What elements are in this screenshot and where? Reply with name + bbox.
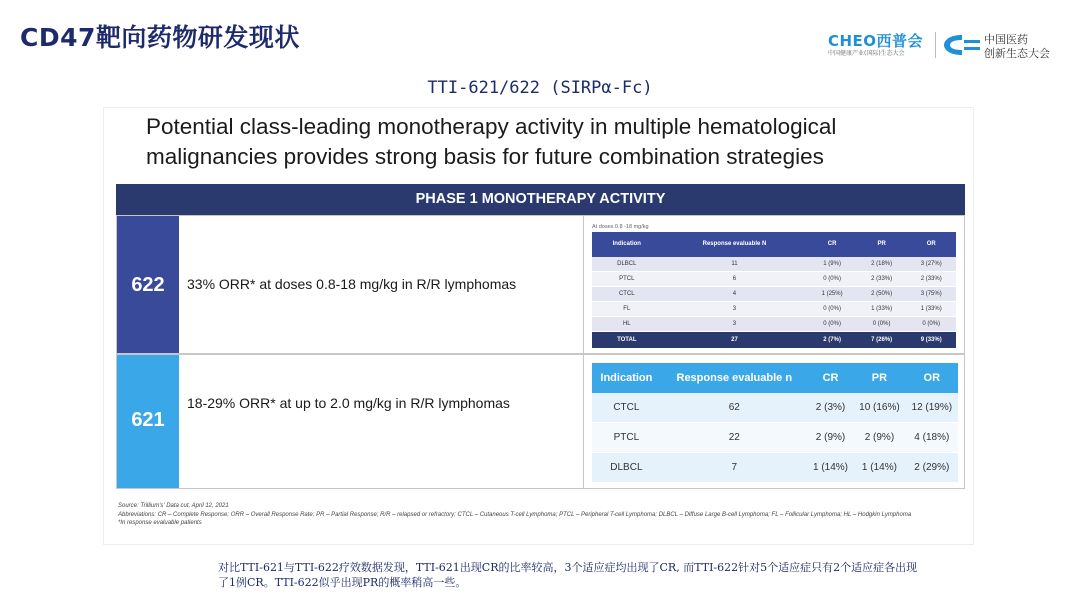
table-cell: 2 (50%) xyxy=(857,287,907,302)
id-622-block xyxy=(117,216,179,353)
table-cell: 1 (9%) xyxy=(807,257,857,272)
table-621-header: CR xyxy=(808,363,854,393)
table-row xyxy=(592,423,958,453)
id-621-label: 621 xyxy=(131,409,165,431)
table-cell: 1 (25%) xyxy=(807,287,857,302)
table-cell: 0 (0%) xyxy=(857,317,907,332)
table-621-header: OR xyxy=(906,363,958,393)
table-621-header: Indication xyxy=(592,363,661,393)
slide-subtitle: TTI-621/622 (SIRPα-Fc) xyxy=(427,78,653,98)
id-622-label: 622 xyxy=(131,274,165,296)
table-cell: 0 (0%) xyxy=(906,317,956,332)
table-cell: 2 (3%) xyxy=(808,393,854,423)
table-cell: 2 (7%) xyxy=(807,332,857,349)
table-cell: 11 xyxy=(662,257,808,272)
table-621 xyxy=(592,363,958,483)
logo-area xyxy=(828,30,1058,62)
table-cell: 0 (0%) xyxy=(807,317,857,332)
table-622-header: Indication xyxy=(592,232,662,257)
table-cell: 2 (29%) xyxy=(906,453,958,483)
row-622-description: 33% ORR* at doses 0.8-18 mg/kg in R/R lymphomas xyxy=(187,276,517,292)
table-cell: 0 (0%) xyxy=(807,302,857,317)
table-cell: 2 (33%) xyxy=(857,272,907,287)
table-cell: PTCL xyxy=(592,423,661,453)
table-cell: TOTAL xyxy=(592,332,662,349)
table-row xyxy=(592,302,956,317)
table-cell: HL xyxy=(592,317,662,332)
table-cell: 2 (33%) xyxy=(906,272,956,287)
table-cell: 2 (9%) xyxy=(808,423,854,453)
id-621-block xyxy=(117,355,179,488)
table-cell: 3 (75%) xyxy=(906,287,956,302)
table-cell: 3 (27%) xyxy=(906,257,956,272)
table-622 xyxy=(592,232,956,349)
table-cell: 1 (14%) xyxy=(808,453,854,483)
table-cell: 10 (16%) xyxy=(853,393,905,423)
phase-title-bar: PHASE 1 MONOTHERAPY ACTIVITY xyxy=(116,184,965,215)
table-621-header: Response evaluable n xyxy=(661,363,808,393)
table-row xyxy=(592,453,958,483)
table-cell: 4 xyxy=(662,287,808,302)
table-cell: 3 xyxy=(662,302,808,317)
cheo-logo-subtitle: 中国健康产业(国际)生态大会 xyxy=(828,50,905,57)
table-row xyxy=(592,272,956,287)
cm-logo-line1: 中国医药 xyxy=(984,33,1028,46)
table-cell: 7 xyxy=(661,453,808,483)
table-cell: CTCL xyxy=(592,287,662,302)
table-cell: DLBCL xyxy=(592,257,662,272)
table-cell: 0 (0%) xyxy=(807,272,857,287)
table-cell: FL xyxy=(592,302,662,317)
table-622-header: OR xyxy=(906,232,956,257)
bottom-note: 对比TTI-621与TTI-622疗效数据发现，TTI-621出现CR的比率较高，3个适应症均出现了CR, 而TTI-622针对5个适应症只有2个适应症各出现了1例CR。TTI-622似乎出现PR的概率稍高一些。 xyxy=(218,561,918,589)
table-cell: 4 (18%) xyxy=(906,423,958,453)
table-cell: DLBCL xyxy=(592,453,661,483)
screenshot-panel xyxy=(104,108,973,544)
table-cell: 2 (9%) xyxy=(853,423,905,453)
table-cell: 6 xyxy=(662,272,808,287)
cm-logo-line2: 创新生态大会 xyxy=(984,47,1050,60)
panel-headline: Potential class-leading monotherapy activity in multiple hematological malignancies provides strong basis for future combination strategies xyxy=(146,114,837,169)
table-cell: 9 (33%) xyxy=(906,332,956,349)
table-total-row xyxy=(592,332,956,349)
row-621-description: 18-29% ORR* at up to 2.0 mg/kg in R/R lymphomas xyxy=(187,395,510,411)
table-622-header: Response evaluable N xyxy=(662,232,808,257)
table-cell: CTCL xyxy=(592,393,661,423)
table-622-header: CR xyxy=(807,232,857,257)
table-cell: 3 xyxy=(662,317,808,332)
table-cell: 2 (18%) xyxy=(857,257,907,272)
footnote-asterisk: *In response evaluable patients xyxy=(118,520,202,526)
table-cell: 62 xyxy=(661,393,808,423)
table-621-header: PR xyxy=(853,363,905,393)
table-cell: PTCL xyxy=(592,272,662,287)
table-row xyxy=(592,257,956,272)
row-622-divider xyxy=(583,216,584,353)
table-622-header: PR xyxy=(857,232,907,257)
cm-logo-icon xyxy=(942,33,982,57)
slide-title: CD47靶向药物研发现状 xyxy=(20,23,300,52)
table-cell: 12 (19%) xyxy=(906,393,958,423)
logo-divider xyxy=(935,32,936,58)
table-cell: 22 xyxy=(661,423,808,453)
footnote-source: Source: Trillium's' Data cut, April 12, 2021 xyxy=(118,503,229,509)
table-row xyxy=(592,393,958,423)
table-cell: 1 (14%) xyxy=(853,453,905,483)
table-row xyxy=(592,317,956,332)
footnote xyxy=(118,502,948,528)
table-cell: 7 (26%) xyxy=(857,332,907,349)
row-621-divider xyxy=(583,355,584,488)
table-cell: 27 xyxy=(662,332,808,349)
table-row xyxy=(592,287,956,302)
table-cell: 1 (33%) xyxy=(906,302,956,317)
table-cell: 1 (33%) xyxy=(857,302,907,317)
footnote-abbreviations: Abbreviations: CR – Complete Response; ORR – Overall Response Rate; PR – Partial Response; R/R – relapsed or refractory; CTCL – Cutaneous T-cell Lymphoma; PTCL – Peripheral T-cell Lymphoma; DLBCL – Diffuse Large B-cell Lymphoma; FL – Follicular Lymphoma; HL – Hodgkin Lymphoma xyxy=(118,511,912,518)
dose-note: At doses 0.8 -18 mg/kg xyxy=(592,224,649,230)
cheo-logo-icon: CHEO西普会 xyxy=(828,32,924,50)
